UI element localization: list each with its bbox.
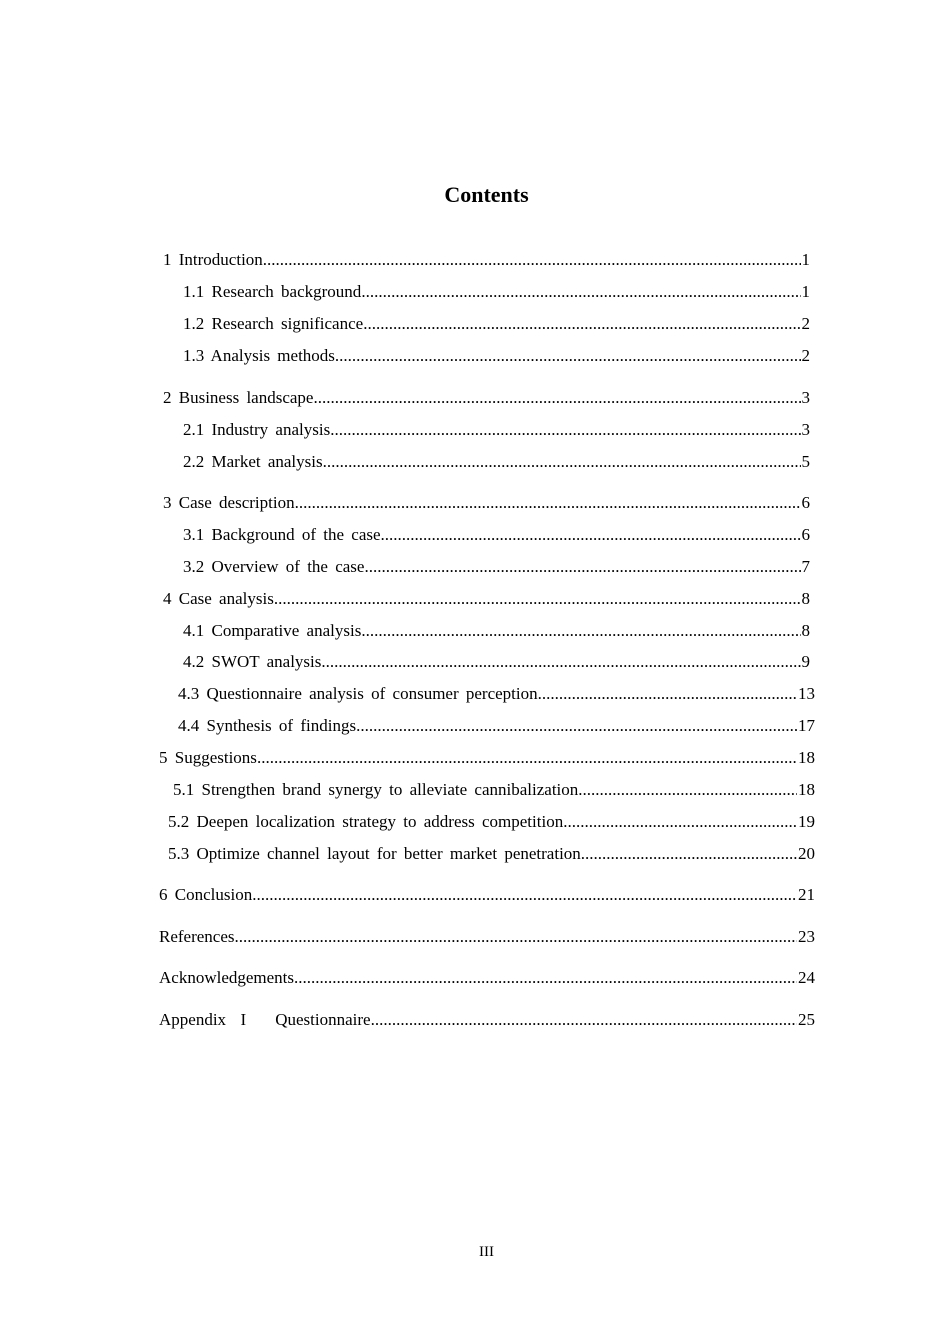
toc-page-number: 6: [801, 493, 810, 512]
toc-dot-leader: [538, 682, 797, 706]
toc-entry-introduction[interactable]: [163, 248, 810, 272]
toc-entry-label: 5 Suggestions: [159, 748, 257, 767]
toc-page-number: 8: [801, 621, 810, 640]
toc-dot-leader: [381, 523, 801, 547]
toc-entry-label: 5.3 Optimize channel layout for better market penetration: [168, 844, 581, 863]
toc-entry-label: 4.2 SWOT analysis: [183, 652, 322, 671]
toc-entry-label: 1 Introduction: [163, 250, 263, 269]
toc-page-number: 19: [798, 812, 815, 831]
toc-page-number: 2: [801, 314, 810, 333]
toc-dot-leader: [274, 587, 801, 611]
toc-dot-leader: [364, 555, 800, 579]
toc-entry-research-significance[interactable]: [183, 312, 810, 336]
toc-page-number: 1: [801, 250, 810, 269]
toc-entry-research-background[interactable]: [183, 280, 810, 304]
toc-entry-label: 3.2 Overview of the case: [183, 557, 365, 576]
toc-entry-label: 1.3 Analysis methods: [183, 346, 335, 365]
toc-page-number: 20: [798, 844, 815, 863]
toc-dot-leader: [235, 925, 797, 949]
toc-entry-industry-analysis[interactable]: [183, 418, 810, 442]
toc-entry-label: Appendix I Questionnaire: [159, 1010, 371, 1029]
toc-page-number: 21: [798, 885, 815, 904]
toc-page-number: 9: [801, 652, 810, 671]
toc-entry-optimize-channel-layout[interactable]: [168, 842, 815, 866]
toc-entry-acknowledgements[interactable]: [159, 966, 815, 990]
toc-page-number: 25: [798, 1010, 815, 1029]
toc-entry-suggestions[interactable]: [159, 746, 815, 770]
toc-entry-case-analysis[interactable]: [163, 587, 810, 611]
toc-entry-references[interactable]: [159, 925, 815, 949]
toc-dot-leader: [263, 248, 801, 272]
toc-entry-overview-of-the-case[interactable]: [183, 555, 810, 579]
toc-entry-label: 2.2 Market analysis: [183, 452, 323, 471]
toc-page-number: 3: [801, 388, 810, 407]
toc-entry-label: 5.2 Deepen localization strategy to address competition: [168, 812, 564, 831]
page-title: Contents: [444, 182, 529, 207]
toc-dot-leader: [361, 280, 800, 304]
toc-page-number: 8: [801, 589, 810, 608]
toc-dot-leader: [563, 810, 797, 834]
toc-entry-label: References: [159, 927, 235, 946]
toc-entry-analysis-methods[interactable]: [183, 344, 810, 368]
toc-dot-leader: [330, 418, 800, 442]
toc-entry-questionnaire-analysis[interactable]: [178, 682, 815, 706]
toc-dot-leader: [356, 714, 797, 738]
toc-dot-leader: [578, 778, 797, 802]
toc-entry-label: 1.2 Research significance: [183, 314, 364, 333]
toc-dot-leader: [252, 883, 797, 907]
toc-entry-label: 2 Business landscape: [163, 388, 314, 407]
toc-dot-leader: [321, 650, 800, 674]
toc-dot-leader: [581, 842, 797, 866]
toc-entry-deepen-localization-strategy[interactable]: [168, 810, 815, 834]
page-number: III: [479, 1244, 494, 1260]
toc-page-number: 13: [798, 684, 815, 703]
toc-entry-background-of-the-case[interactable]: [183, 523, 810, 547]
toc-entry-case-description[interactable]: [163, 491, 810, 515]
toc-entry-strengthen-brand-synergy[interactable]: [173, 778, 815, 802]
toc-dot-leader: [335, 344, 801, 368]
toc-entry-label: 6 Conclusion: [159, 885, 253, 904]
toc-page-number: 3: [801, 420, 810, 439]
toc-entry-label: 4.4 Synthesis of findings: [178, 716, 357, 735]
toc-entry-label: 5.1 Strengthen brand synergy to alleviate cannibalization: [173, 780, 579, 799]
toc-entry-label: 4 Case analysis: [163, 589, 274, 608]
toc-page-number: 17: [798, 716, 815, 735]
toc-dot-leader: [371, 1008, 797, 1032]
toc-entry-label: 3.1 Background of the case: [183, 525, 381, 544]
toc-page-number: 2: [801, 346, 810, 365]
toc-entry-conclusion[interactable]: [159, 883, 815, 907]
toc-page-number: 6: [801, 525, 810, 544]
toc-page-number: 1: [801, 282, 810, 301]
toc-entry-label: 4.1 Comparative analysis: [183, 621, 362, 640]
toc-entry-comparative-analysis[interactable]: [183, 619, 810, 643]
toc-entry-label: 4.3 Questionnaire analysis of consumer perception: [178, 684, 538, 703]
toc-dot-leader: [313, 386, 800, 410]
toc-entry-swot-analysis[interactable]: [183, 650, 810, 674]
toc-page-number: 24: [798, 968, 815, 987]
toc-dot-leader: [295, 491, 801, 515]
toc-entry-label: 3 Case description: [163, 493, 295, 512]
toc-entry-label: 2.1 Industry analysis: [183, 420, 331, 439]
toc-page-number: 7: [801, 557, 810, 576]
toc-dot-leader: [361, 619, 800, 643]
toc-dot-leader: [257, 746, 797, 770]
toc-page-number: 18: [798, 748, 815, 767]
toc-entry-market-analysis[interactable]: [183, 450, 810, 474]
toc-entry-business-landscape[interactable]: [163, 386, 810, 410]
toc-page-number: 18: [798, 780, 815, 799]
toc-entry-label: 1.1 Research background: [183, 282, 362, 301]
toc-page-number: 5: [801, 452, 810, 471]
toc-dot-leader: [323, 450, 801, 474]
toc-dot-leader: [363, 312, 800, 336]
toc-entry-appendix-questionnaire[interactable]: [159, 1008, 815, 1032]
toc-dot-leader: [294, 966, 797, 990]
toc-entry-label: Acknowledgements: [159, 968, 295, 987]
toc-entry-synthesis-of-findings[interactable]: [178, 714, 815, 738]
toc-page-number: 23: [798, 927, 815, 946]
